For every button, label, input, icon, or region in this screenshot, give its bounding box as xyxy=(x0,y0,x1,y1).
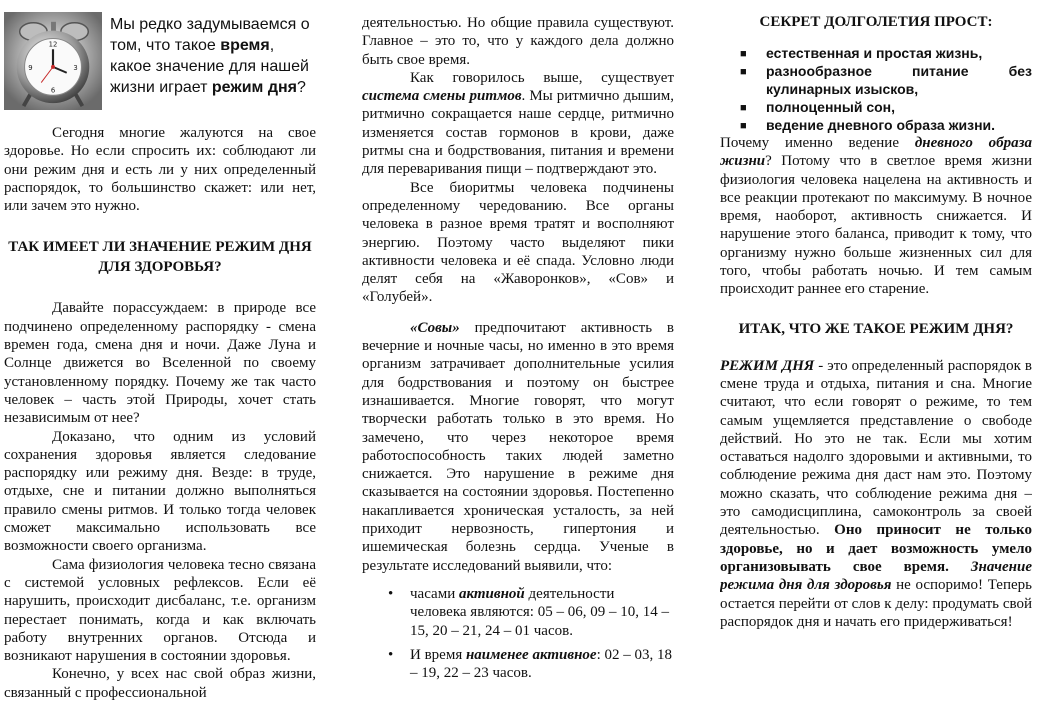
svg-text:3: 3 xyxy=(73,63,78,72)
alarm-clock-icon xyxy=(4,12,102,110)
paragraph-biorhythms: Все биоритмы человека подчинены определенному чередованию. Все органы человека в разное время тратят и восполняют энергию. Поэтому часто выделяют пики активности человека и её спада. Условно люди делят себя на «Жаворонков», «Сов» и «Голубей». xyxy=(362,179,674,306)
intro-block xyxy=(4,8,316,110)
paragraph-owls: «Совы» предпочитают активность в вечерние и ночные часы, но именно в это время организм затрачивает дополнительные усилия для бодрствования и поэтому он быстрее изнашивается. Многие говорят, что могут творчески работать только в это время. Но замечено, что через некоторое время работоспособность таких людей заметно снижается. Это нарушение в режиме дня сказывается на состоянии здоровья. Постепенно накапливается хроническая усталость, за ней приходит нервозность, гипертония и ишемическая болезнь сердца. Ученые в результате исследований выявили, что: xyxy=(362,319,674,574)
paragraph-lifestyle: Конечно, у всех нас свой образ жизни, связанный с профессиональной xyxy=(4,666,316,701)
list-item: ■ разнообразное питание без кулинарных изысков, xyxy=(766,62,1032,98)
paragraph-proven: Доказано, что одним из условий сохранения здоровья является следование распорядку или режиму дня. Везде: в труде, отдыхе, сне и питании должно выполняться правило смены ритмов. И только тогда человек сможет максимально использовать все возможности своего организма. xyxy=(4,428,316,555)
heading-importance: ТАК ИМЕЕТ ЛИ ЗНАЧЕНИЕ РЕЖИМ ДНЯ ДЛЯ ЗДОРОВЬЯ? xyxy=(8,239,312,276)
list-item: ■ полноценный сон, xyxy=(766,98,1032,116)
paragraph-complaints: Сегодня многие жалуются на свое здоровье. Но если спросить их: соблюдают ли они режим дня и есть ли у них определенный распорядок, то большинство скажет: или нет, или зачем это нужно. xyxy=(4,125,316,215)
svg-text:9: 9 xyxy=(28,63,33,72)
heading-longevity-secret: СЕКРЕТ ДОЛГОЛЕТИЯ ПРОСТ: xyxy=(759,14,993,30)
activity-hours-list xyxy=(362,585,674,682)
heading-what-is-regime: ИТАК, ЧТО ЖЕ ТАКОЕ РЕЖИМ ДНЯ? xyxy=(738,320,1014,337)
paragraph-nature: Давайте порассуждаем: в природе все подчинено определенному распорядку - смена времен года, смена дня и ночи. Даже Луна и Солнце движется во Вселенной по своему установленному порядку. Почему же так часто человек – часть этой Природы, хочет стать независимым от нее? xyxy=(4,300,316,427)
list-item: ■ ведение дневного образа жизни. xyxy=(766,116,1032,134)
column-left xyxy=(4,0,316,724)
paragraph-daytime: Почему именно ведение дневного образа жизни? Потому что в светлое время жизни физиология человека нацелена на активность и все реакции протекают по максимуму. В ночное время, наоборот, активность снижается. И нарушение этого баланса, приводит к тому, что организму нужно больше жизненных сил для того, чтобы работать ночью. И тем самым происходит раннее его старение. xyxy=(720,135,1032,298)
column-right xyxy=(720,0,1032,724)
paragraph-physiology: Сама физиология человека тесно связана с системой условных рефлексов. Если её нарушить, происходит дисбаланс, т.е. организм перестает понимать, когда и как включать работу внутренних органов. Отсюда и возникают нарушения в состоянии здоровья. xyxy=(4,556,316,665)
longevity-list xyxy=(720,44,1032,134)
list-item: ■ естественная и простая жизнь, xyxy=(766,44,1032,62)
svg-text:12: 12 xyxy=(48,40,58,49)
list-item-least-active: • И время наименее активное: 02 – 03, 18 – 19, 22 – 23 часов. xyxy=(410,646,674,683)
paragraph-rhythms: Как говорилось выше, существует система смены ритмов. Мы ритмично дышим, ритмично сокращается наше сердце, ритмично изменяется состав гормонов в крови, даже ритмы сна и бодрствования, питания и времени для переваривания пищи – подтверждают это. xyxy=(362,69,674,178)
intro-question: Мы редко задумываемся о том, что такое время, какое значение для нашей жизни играет режим дня? xyxy=(110,16,310,96)
paragraph-regime-definition: РЕЖИМ ДНЯ - это определенный распорядок в смене труда и отдыха, питания и сна. Многие считают, что если говорят о режиме, то тем самым ущемляется представление о свободе действий. Но это не так. Если мы хотим оставаться надолго здоровыми и активными, то соблюдение режима дня даст нам это. Поэтому можно сказать, что соблюдение режима дня – это самодисциплина, самоконтроль за своей деятельностью. Оно приносит не только здоровье, но и дает возможность умело организовывать свое время. Значение режима дня для здоровья не оспоримо! Теперь остается перейти от слов к делу: продумать свой распорядок дня и начать его придерживаться! xyxy=(720,357,1032,630)
svg-text:6: 6 xyxy=(50,86,56,95)
list-item-active-hours: • часами активной деятельности человека являются: 05 – 06, 09 – 10, 14 – 15, 20 – 21, 24 – 01 часов. xyxy=(410,585,674,640)
paragraph-rules: деятельностью. Но общие правила существуют. Главное – это то, что у каждого дела должно быть свое время. xyxy=(362,15,674,68)
column-middle xyxy=(362,0,674,724)
